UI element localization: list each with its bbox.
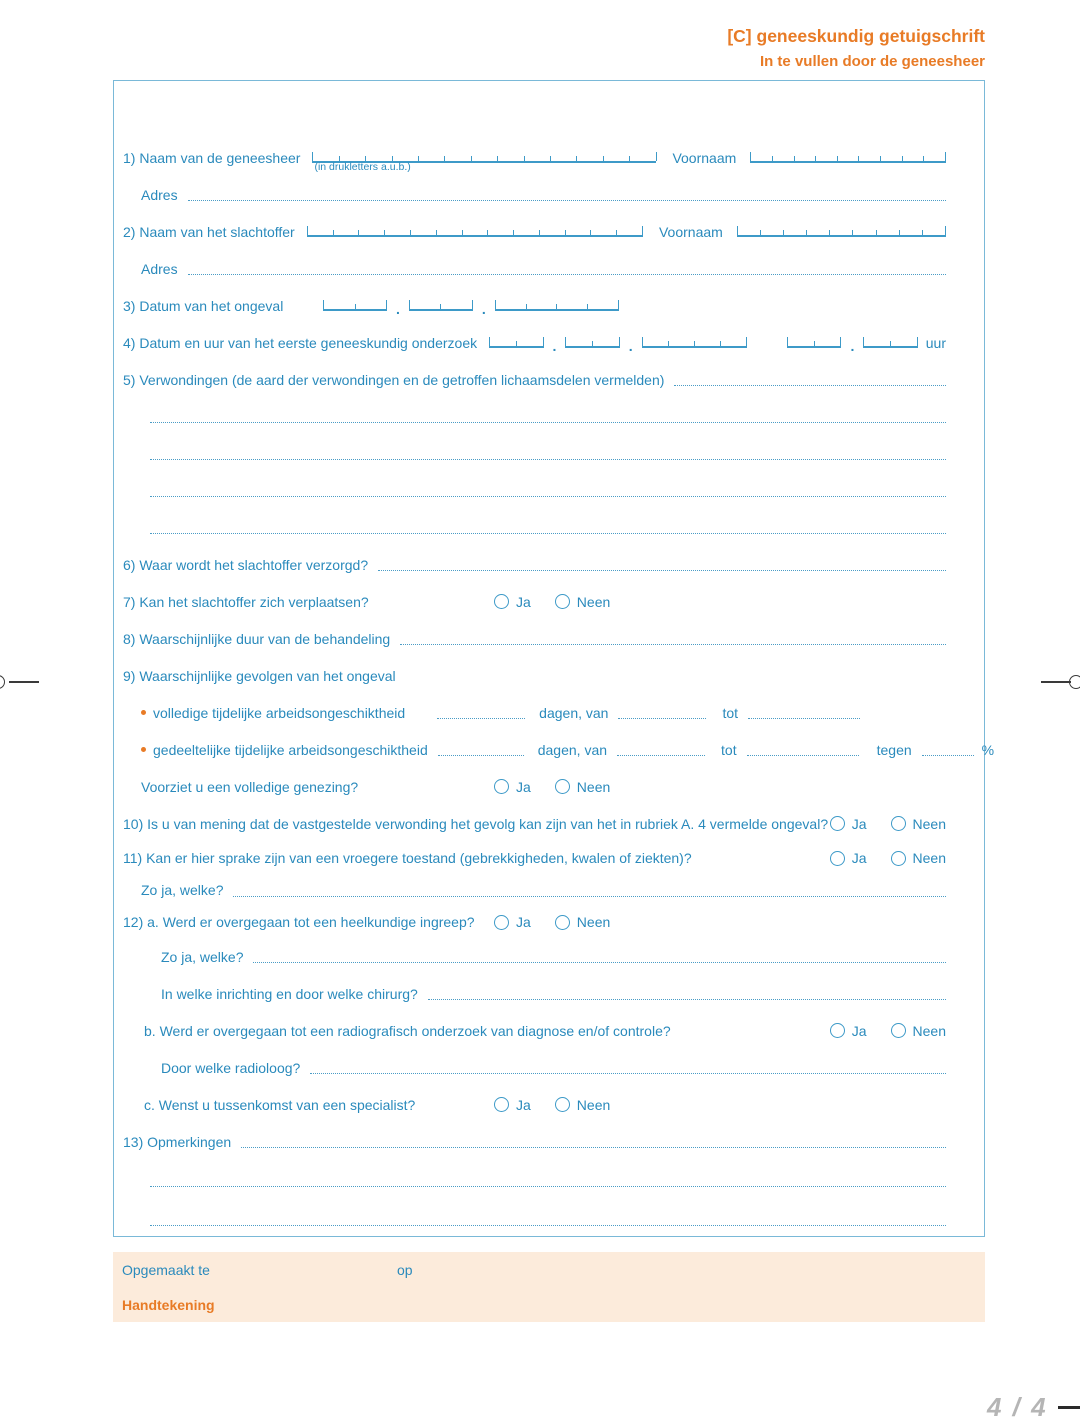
document-header xyxy=(727,26,985,70)
row-accident-date xyxy=(114,287,984,324)
radio-neen-label: Neen xyxy=(576,778,611,795)
surgery-radiogroup xyxy=(494,914,610,930)
prior-condition-radiogroup xyxy=(830,850,946,866)
injuries-input-line[interactable] xyxy=(150,459,946,460)
radio-ja-label: Ja xyxy=(851,850,867,866)
row-remarks-line2 xyxy=(114,1160,984,1201)
row-radiographic-exam xyxy=(114,1012,984,1049)
registration-mark-circle-right xyxy=(1069,675,1080,689)
injuries-input-line[interactable] xyxy=(674,385,946,386)
row-prior-condition xyxy=(114,842,984,874)
first-exam-label: 4) Datum en uur van het eerste geneeskundig onderzoek xyxy=(123,334,478,351)
full-recovery-radiogroup xyxy=(494,779,610,795)
radio-neen-label: Neen xyxy=(912,850,946,866)
treatment-duration-input-line[interactable] xyxy=(400,644,946,645)
prior-condition-input-line[interactable] xyxy=(233,896,946,897)
radio-neen[interactable] xyxy=(555,1097,570,1112)
surgery-which-input-line[interactable] xyxy=(253,962,946,963)
row-doctor-address xyxy=(114,176,984,213)
care-location-input-line[interactable] xyxy=(378,570,946,571)
row-treatment-duration xyxy=(114,620,984,657)
prior-condition-label: 11) Kan er hier sprake zijn van een vroegere toestand (gebrekkigheden, kwalen of ziekten)? xyxy=(123,850,692,866)
row-injuries-line4 xyxy=(114,472,984,509)
victim-address-label: Adres xyxy=(141,260,178,277)
corner-crop-mark xyxy=(1058,1406,1080,1409)
remarks-input-line[interactable] xyxy=(241,1147,946,1148)
row-full-incapacity xyxy=(114,694,984,731)
exam-minute-comb-field[interactable] xyxy=(863,336,917,348)
date-separator: . xyxy=(552,337,557,354)
radio-neen-label: Neen xyxy=(912,815,946,832)
radio-ja[interactable] xyxy=(494,1097,509,1112)
full-incapacity-days-input[interactable] xyxy=(437,718,525,719)
date-separator: . xyxy=(396,300,400,317)
row-surgery-institution xyxy=(114,975,984,1012)
radio-neen[interactable] xyxy=(555,779,570,794)
radio-neen-label: Neen xyxy=(576,914,611,930)
institution-surgeon-input-line[interactable] xyxy=(428,999,946,1000)
exam-hour-comb-field[interactable] xyxy=(787,336,841,348)
block-letters-hint: (in drukletters a.u.b.) xyxy=(314,160,411,173)
radiologist-input-line[interactable] xyxy=(310,1073,946,1074)
specialist-label: c. Wenst u tussenkomst van een specialist? xyxy=(144,1096,416,1113)
row-partial-incapacity xyxy=(114,731,995,768)
partial-incapacity-percent-input[interactable] xyxy=(922,755,974,756)
radio-neen-label: Neen xyxy=(576,593,611,610)
injuries-input-line[interactable] xyxy=(150,496,946,497)
row-radiologist xyxy=(114,1049,984,1086)
row-injuries-line2 xyxy=(114,398,984,435)
doctor-address-input-line[interactable] xyxy=(188,200,946,201)
full-recovery-label: Voorziet u een volledige genezing? xyxy=(141,778,359,795)
medical-certificate-form xyxy=(113,80,995,1237)
radio-ja-label: Ja xyxy=(851,815,867,832)
radio-neen[interactable] xyxy=(891,816,906,831)
remarks-input-line[interactable] xyxy=(150,1186,946,1187)
radio-ja-label: Ja xyxy=(516,593,531,610)
signature-section xyxy=(113,1252,985,1322)
injury-consequence-radiogroup xyxy=(830,816,946,832)
radio-neen[interactable] xyxy=(555,594,570,609)
row-injuries-line5 xyxy=(114,509,984,546)
full-incapacity-from-input[interactable] xyxy=(618,718,706,719)
row-remarks xyxy=(114,1123,984,1160)
doctor-name-combwrap xyxy=(312,152,656,173)
doctor-address-label: Adres xyxy=(141,186,178,203)
victim-address-input-line[interactable] xyxy=(188,274,946,275)
can-move-label: 7) Kan het slachtoffer zich verplaatsen? xyxy=(123,593,369,610)
accident-month-comb-field[interactable] xyxy=(409,299,473,311)
victim-firstname-label: Voornaam xyxy=(658,223,723,240)
radio-neen[interactable] xyxy=(891,1023,906,1038)
victim-firstname-comb-field[interactable] xyxy=(737,225,946,237)
radio-ja[interactable] xyxy=(494,779,509,794)
injury-consequence-label: 10) Is u van mening dat de vastgestelde verwonding het gevolg kan zijn van het in rubriek A. 4 vermelde ongeval? xyxy=(123,815,829,832)
exam-month-comb-field[interactable] xyxy=(565,336,619,348)
remarks-label: 13) Opmerkingen xyxy=(123,1133,232,1150)
radio-ja-label: Ja xyxy=(516,778,531,795)
row-injury-consequence xyxy=(114,805,984,842)
radio-ja[interactable] xyxy=(494,594,509,609)
drawn-up-at-label: Opgemaakt te xyxy=(122,1262,210,1278)
full-incapacity-label: volledige tijdelijke arbeidsongeschiktheid xyxy=(153,704,406,721)
partial-incapacity-until-input[interactable] xyxy=(747,755,859,756)
row-victim-name xyxy=(114,213,984,250)
hour-unit-label: uur xyxy=(925,334,946,351)
days-from-label: dagen, van xyxy=(537,741,608,758)
bullet-icon xyxy=(141,747,146,752)
doctor-name-label: 1) Naam van de geneesheer xyxy=(123,149,301,166)
row-first-exam xyxy=(114,324,984,361)
row-care-location xyxy=(114,546,984,583)
partial-incapacity-label: gedeeltelijke tijdelijke arbeidsongeschiktheid xyxy=(153,741,428,758)
exam-day-comb-field[interactable] xyxy=(489,336,543,348)
radio-ja[interactable] xyxy=(830,1023,845,1038)
row-surgery-which xyxy=(114,938,984,975)
radio-ja-label: Ja xyxy=(516,1096,531,1113)
days-from-label: dagen, van xyxy=(539,704,609,721)
doctor-firstname-label: Voornaam xyxy=(672,149,737,166)
time-separator: . xyxy=(850,337,855,354)
row-specialist xyxy=(114,1086,984,1123)
accident-date-label: 3) Datum van het ongeval xyxy=(123,297,284,314)
row-prior-condition-which xyxy=(114,874,984,906)
row-full-recovery xyxy=(114,768,984,805)
partial-incapacity-days-input[interactable] xyxy=(438,755,524,756)
row-injuries-line3 xyxy=(114,435,984,472)
institution-surgeon-label: In welke inrichting en door welke chirurg? xyxy=(161,985,418,1002)
radio-ja[interactable] xyxy=(830,816,845,831)
surgery-label: 12) a. Werd er overgegaan tot een heelkundige ingreep? xyxy=(123,914,475,930)
injuries-label: 5) Verwondingen (de aard der verwondingen en de getroffen lichaamsdelen vermelden) xyxy=(123,371,665,388)
accident-year-comb-field[interactable] xyxy=(495,299,619,311)
radiographic-exam-label: b. Werd er overgegaan tot een radiografisch onderzoek van diagnose en/of controle? xyxy=(144,1022,671,1039)
partial-incapacity-from-input[interactable] xyxy=(617,755,705,756)
radio-ja-label: Ja xyxy=(516,914,531,930)
registration-mark-circle-left xyxy=(0,675,5,689)
date-separator: . xyxy=(628,337,633,354)
bullet-icon xyxy=(141,710,146,715)
row-victim-address xyxy=(114,250,984,287)
radio-neen-label: Neen xyxy=(576,1096,611,1113)
consequences-label: 9) Waarschijnlijke gevolgen van het ongeval xyxy=(123,667,396,684)
row-can-move xyxy=(114,583,984,620)
until-label: tot xyxy=(721,741,737,758)
registration-mark-line-left xyxy=(9,681,39,683)
care-location-label: 6) Waar wordt het slachtoffer verzorgd? xyxy=(123,556,369,573)
which-one-label: Zo ja, welke? xyxy=(161,948,244,965)
injuries-input-line[interactable] xyxy=(150,533,946,534)
radio-neen-label: Neen xyxy=(912,1022,946,1039)
which-one-label: Zo ja, welke? xyxy=(141,882,224,898)
radiologist-label: Door welke radioloog? xyxy=(161,1059,301,1076)
can-move-radiogroup xyxy=(494,594,610,610)
remarks-input-line[interactable] xyxy=(150,1225,946,1226)
injuries-input-line[interactable] xyxy=(150,422,946,423)
page-number: 4 / 4 xyxy=(987,1392,1048,1422)
until-label: tot xyxy=(722,704,739,721)
page-title: [C] geneeskundig getuigschrift xyxy=(727,26,985,46)
accident-day-comb-field[interactable] xyxy=(323,299,387,311)
row-doctor-name xyxy=(114,139,984,176)
treatment-duration-label: 8) Waarschijnlijke duur van de behandeling xyxy=(123,630,391,647)
date-separator: . xyxy=(481,300,486,317)
radio-ja[interactable] xyxy=(494,915,509,930)
full-incapacity-until-input[interactable] xyxy=(748,718,860,719)
signature-label: Handtekening xyxy=(122,1297,215,1313)
row-injuries xyxy=(114,361,984,398)
radio-ja-label: Ja xyxy=(851,1022,867,1039)
victim-name-comb-field[interactable] xyxy=(307,225,643,237)
page-subtitle: In te vullen door de geneesheer xyxy=(759,53,985,70)
radio-neen[interactable] xyxy=(891,851,906,866)
radio-neen[interactable] xyxy=(555,915,570,930)
radiographic-exam-radiogroup xyxy=(830,1023,946,1039)
doctor-firstname-comb-field[interactable] xyxy=(750,151,946,163)
row-surgery xyxy=(114,906,984,938)
victim-name-label: 2) Naam van het slachtoffer xyxy=(123,223,295,240)
row-remarks-line3 xyxy=(114,1201,984,1238)
radio-ja[interactable] xyxy=(830,851,845,866)
row-consequences xyxy=(114,657,984,694)
specialist-radiogroup xyxy=(494,1097,610,1113)
registration-mark-line-right xyxy=(1041,681,1071,683)
exam-year-comb-field[interactable] xyxy=(642,336,747,348)
percent-sign: % xyxy=(981,741,995,758)
on-date-label: op xyxy=(397,1262,413,1278)
against-label: tegen xyxy=(876,741,912,758)
